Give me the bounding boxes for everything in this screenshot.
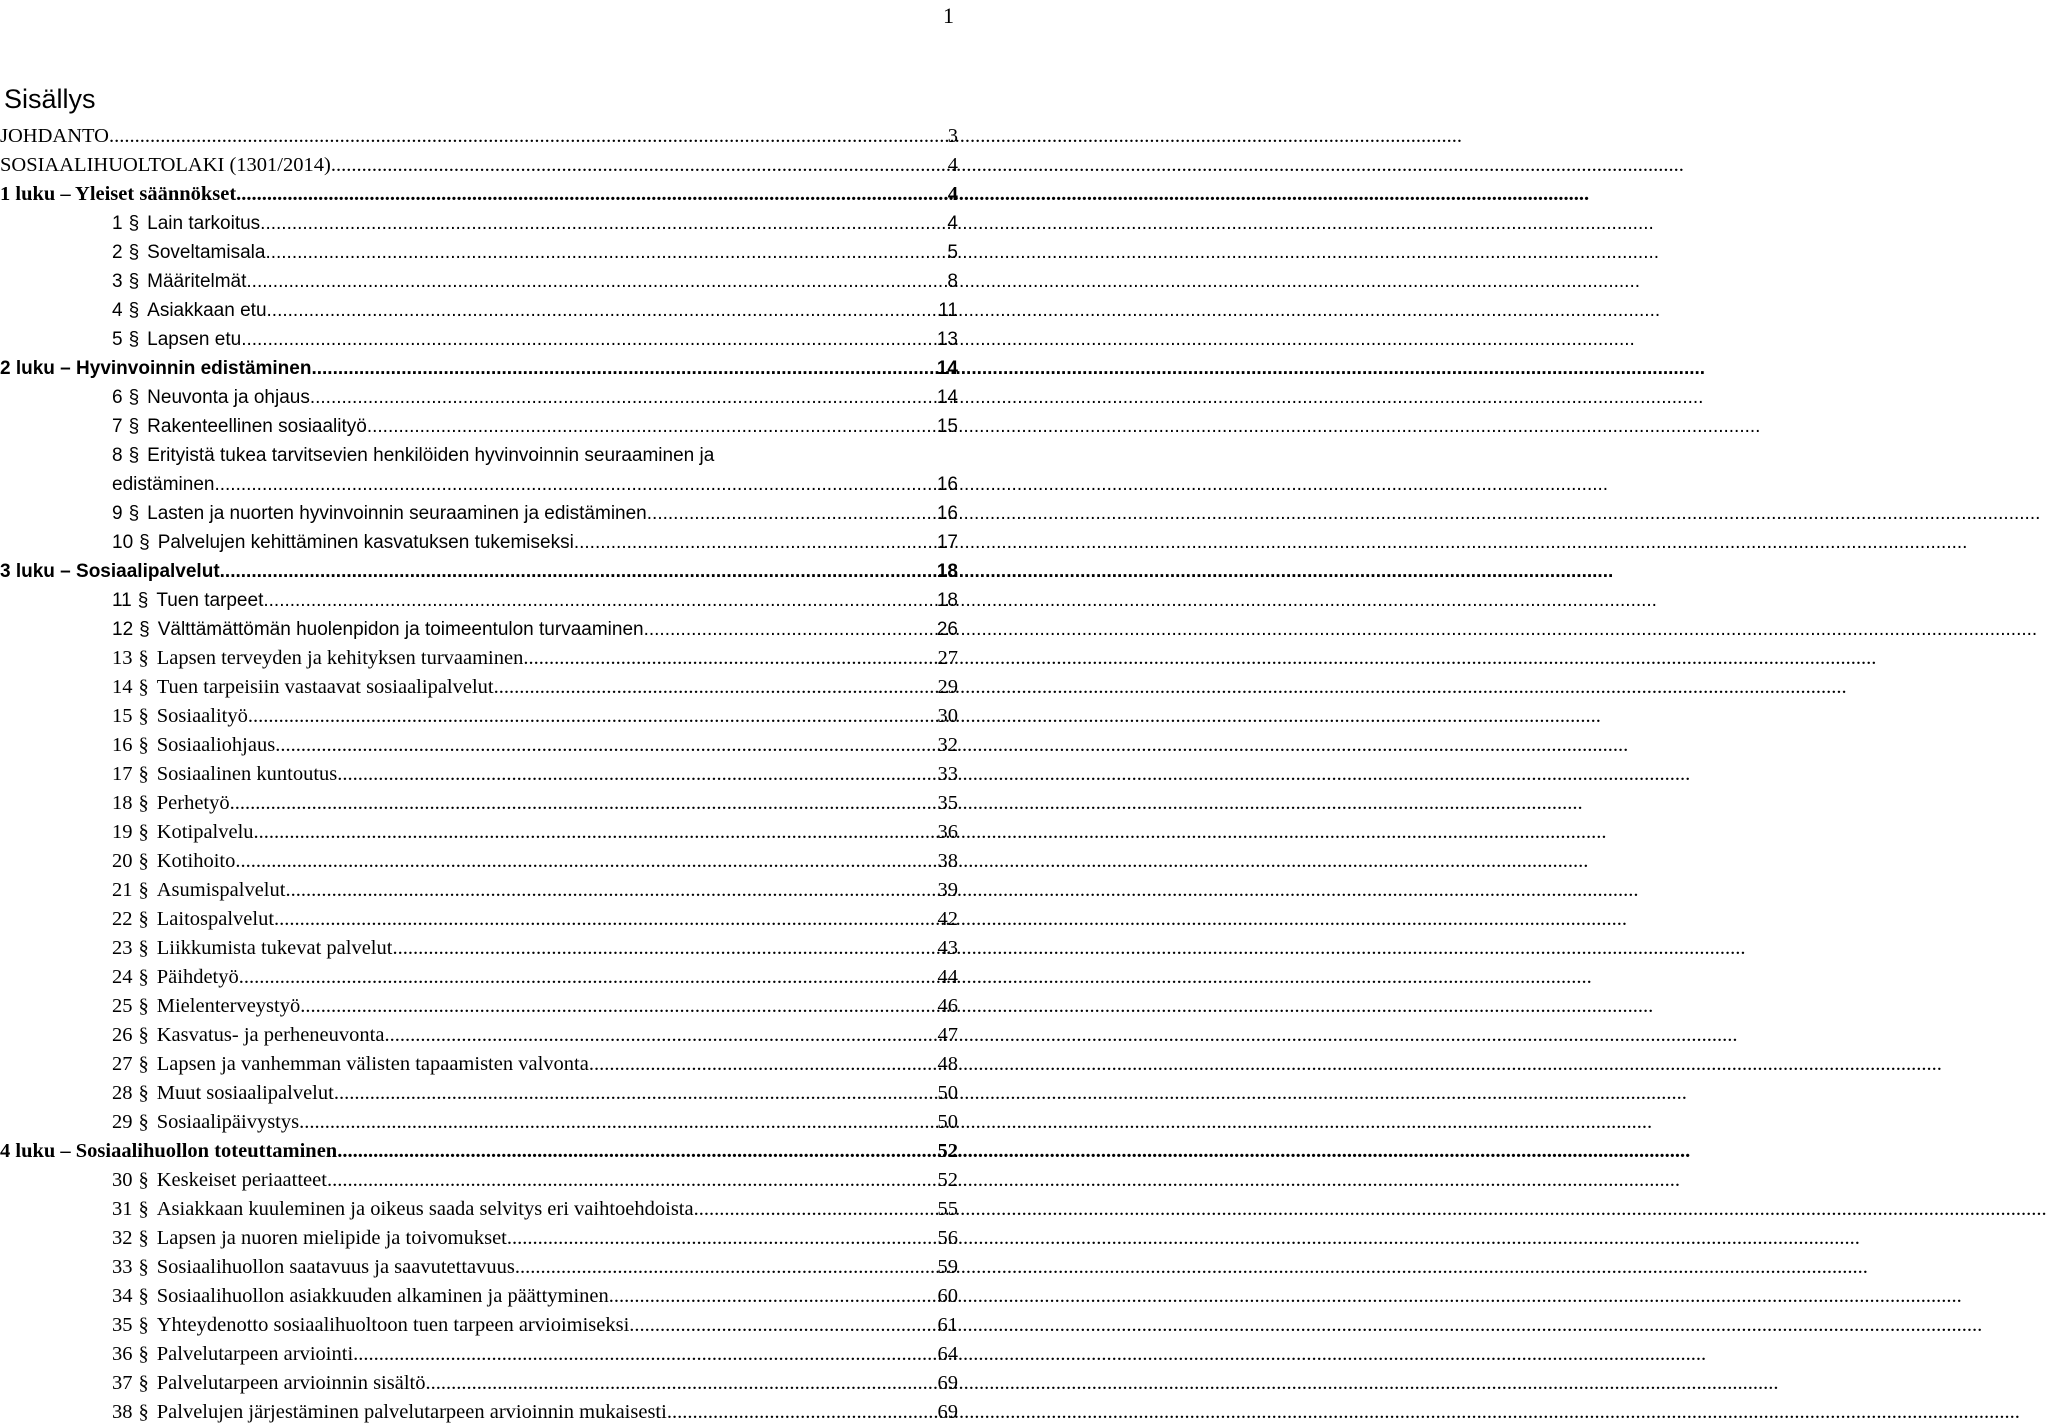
toc-section-entry[interactable] (0, 731, 958, 760)
section-number: 23 (112, 937, 133, 959)
dot-leader (265, 238, 947, 267)
section-title: Lapsen etu (147, 329, 242, 350)
toc-section-entry[interactable] (0, 1224, 958, 1253)
toc-entry-text (112, 1369, 425, 1398)
toc-section-entry[interactable] (0, 876, 958, 905)
toc-section-entry[interactable] (0, 905, 958, 934)
toc-section-entry[interactable] (0, 1079, 958, 1108)
toc-entry-text (112, 1021, 384, 1050)
toc-page-number: 4 (947, 154, 958, 176)
section-sign: § (128, 213, 140, 234)
section-sign: § (138, 1401, 149, 1423)
section-sign: § (128, 300, 140, 321)
dot-leader (392, 934, 937, 963)
section-title: Sosiaalipäivystys (156, 1111, 300, 1133)
toc-page-number: 39 (937, 879, 958, 901)
toc-section-entry[interactable] (0, 412, 958, 441)
toc-entry-text (112, 673, 494, 702)
dot-leader (235, 847, 937, 876)
toc-entry-text (112, 789, 230, 818)
section-title: Palvelutarpeen arviointi (156, 1343, 354, 1365)
section-number: 12 (112, 619, 134, 640)
dot-leader (589, 1050, 938, 1079)
section-title: Yhteydenotto sosiaalihuoltoon tuen tarpeen arvioimiseksi (156, 1314, 630, 1336)
toc-section-entry[interactable] (0, 1253, 958, 1282)
toc-page-number: 56 (937, 1227, 958, 1249)
toc-section-entry[interactable] (0, 238, 958, 267)
toc-entry-text: Erityistä tukea tarvitsevien henkilöiden hyvinvoinnin seuraaminen ja (147, 445, 715, 466)
dot-leader (644, 615, 937, 644)
toc-page-number: 3 (947, 125, 958, 147)
dot-leader (285, 876, 937, 905)
toc-section-entry[interactable] (0, 847, 958, 876)
toc-section-entry[interactable] (0, 963, 958, 992)
dot-leader (260, 209, 947, 238)
toc-entry-text: 1 luku – Yleiset säännökset (0, 183, 237, 205)
toc-entry-text (112, 992, 300, 1021)
toc-entry-line[interactable] (0, 441, 958, 470)
toc-page-number: 18 (936, 590, 958, 611)
section-number: 6 (112, 387, 123, 408)
section-title: Muut sosiaalipalvelut (156, 1082, 334, 1104)
section-title: Asiakkaan kuuleminen ja oikeus saada selvitys eri vaihtoehdoista (156, 1198, 694, 1220)
section-title: Lain tarkoitus (147, 213, 261, 234)
dot-leader (263, 586, 937, 615)
section-sign: § (138, 763, 149, 785)
section-number: 26 (112, 1024, 133, 1046)
dot-leader (299, 1108, 937, 1137)
section-number: 33 (112, 1256, 133, 1278)
section-sign: § (138, 1111, 149, 1133)
dot-leader (274, 905, 937, 934)
toc-section-entry[interactable] (0, 992, 958, 1021)
toc-page-number: 61 (937, 1314, 958, 1336)
section-title: Asiakkaan etu (147, 300, 267, 321)
section-number: 9 (112, 503, 123, 524)
dot-leader (248, 702, 938, 731)
dot-leader (109, 122, 948, 151)
toc-page-number: 11 (938, 300, 958, 321)
section-title: Tuen tarpeisiin vastaavat sosiaalipalvelut (156, 676, 494, 698)
section-title: Kotipalvelu (156, 821, 254, 843)
section-number: 20 (112, 850, 133, 872)
section-title: Sosiaalityö (156, 705, 248, 727)
section-sign: § (138, 705, 149, 727)
toc-entry-text (112, 963, 239, 992)
toc-page-number: 69 (937, 1401, 958, 1423)
section-sign: § (139, 532, 150, 553)
toc-entry-text (112, 760, 337, 789)
toc-section-entry[interactable] (0, 1340, 958, 1369)
section-sign: § (128, 242, 140, 263)
section-number: 10 (112, 532, 134, 553)
section-number: 16 (112, 734, 133, 756)
toc-section-entry[interactable] (0, 470, 958, 499)
toc-page-number: 64 (937, 1343, 958, 1365)
dot-leader (246, 267, 947, 296)
toc-page-number: 38 (937, 850, 958, 872)
toc-entry-text (112, 209, 260, 238)
dot-leader (236, 180, 948, 209)
section-sign: § (138, 1343, 149, 1365)
dot-leader (367, 412, 937, 441)
toc-page-number: 44 (937, 966, 958, 988)
toc-section-entry[interactable] (0, 934, 958, 963)
dot-leader (353, 1340, 937, 1369)
toc-section-entry[interactable] (0, 267, 958, 296)
section-sign: § (138, 937, 149, 959)
section-title: Välttämättömän huolenpidon ja toimeentulon turvaaminen (157, 619, 644, 640)
section-title: Keskeiset periaatteet (156, 1169, 327, 1191)
toc-section-entry[interactable] (0, 528, 958, 557)
section-title: Lapsen ja vanhemman välisten tapaamisten valvonta (156, 1053, 589, 1075)
section-title: Sosiaalihuollon saatavuus ja saavutettavuus (156, 1256, 515, 1278)
toc-chapter-entry[interactable] (0, 122, 958, 151)
toc-entry-text: JOHDANTO (0, 125, 109, 147)
toc-page-number: 14 (936, 358, 958, 379)
toc-entry-text (112, 1282, 609, 1311)
toc-section-entry[interactable] (0, 1050, 958, 1079)
section-number: 31 (112, 1198, 133, 1220)
section-number: 1 (112, 213, 123, 234)
section-sign: § (138, 821, 149, 843)
section-title: Sosiaalinen kuntoutus (156, 763, 338, 785)
section-sign: § (138, 908, 149, 930)
section-sign: § (138, 1285, 149, 1307)
toc-entry-text (112, 1253, 515, 1282)
toc-entry-text (112, 586, 263, 615)
section-number: 27 (112, 1053, 133, 1075)
dot-leader (300, 992, 937, 1021)
section-title: Lapsen terveyden ja kehityksen turvaaminen (156, 647, 524, 669)
dot-leader (667, 1398, 938, 1427)
toc-section-entry[interactable] (0, 325, 958, 354)
section-title: Lasten ja nuorten hyvinvoinnin seuraaminen ja edistäminen (147, 503, 647, 524)
dot-leader (515, 1253, 938, 1282)
section-title: Soveltamisala (147, 242, 266, 263)
section-number: 32 (112, 1227, 133, 1249)
toc-entry-text: SOSIAALIHUOLTOLAKI (1301/2014) (0, 154, 331, 176)
section-sign: § (138, 1169, 149, 1191)
toc-page-number: 55 (937, 1198, 958, 1220)
section-sign: § (138, 1256, 149, 1278)
toc-section-entry[interactable] (0, 1282, 958, 1311)
section-title: Sosiaaliohjaus (156, 734, 276, 756)
toc-section-entry[interactable] (0, 615, 958, 644)
section-sign: § (138, 966, 149, 988)
section-number: 30 (112, 1169, 133, 1191)
toc-section-entry[interactable] (0, 383, 958, 412)
toc-entry-text (112, 847, 235, 876)
dot-leader (239, 963, 938, 992)
toc-page-number: 15 (936, 416, 958, 437)
section-number: 2 (112, 242, 123, 263)
section-number: 28 (112, 1082, 133, 1104)
dot-leader (267, 296, 939, 325)
toc-section-entry[interactable] (0, 673, 958, 702)
section-sign: § (128, 329, 140, 350)
toc-title: Sisällys (4, 84, 96, 114)
section-sign: § (138, 1372, 149, 1394)
toc-page-number: 16 (936, 474, 958, 495)
toc-entry-text (112, 383, 310, 412)
section-sign: § (138, 647, 149, 669)
dot-leader (629, 1311, 937, 1340)
section-sign: § (128, 271, 140, 292)
toc-entry-text (112, 1050, 589, 1079)
toc-section-entry[interactable] (0, 1311, 958, 1340)
section-sign: § (138, 879, 149, 901)
section-number: 18 (112, 792, 133, 814)
section-number: 11 (112, 590, 132, 611)
section-number: 14 (112, 676, 133, 698)
section-title: Neuvonta ja ohjaus (147, 387, 310, 408)
dot-leader (275, 731, 937, 760)
section-title: Palvelujen järjestäminen palvelutarpeen arvioinnin mukaisesti (156, 1401, 667, 1423)
section-title: Palvelutarpeen arvioinnin sisältö (156, 1372, 426, 1394)
dot-leader (331, 151, 948, 180)
toc-chapter-entry[interactable] (0, 151, 958, 180)
section-sign: § (128, 445, 140, 466)
section-title: Päihdetyö (156, 966, 239, 988)
section-number: 36 (112, 1343, 133, 1365)
toc-entry-text (112, 296, 267, 325)
table-of-contents (0, 122, 958, 1427)
section-sign: § (139, 619, 150, 640)
toc-page-number: 4 (947, 213, 958, 234)
toc-page-number: 36 (937, 821, 958, 843)
section-number: 3 (112, 271, 123, 292)
toc-section-entry[interactable] (0, 760, 958, 789)
toc-entry-text (112, 731, 275, 760)
dot-leader (311, 354, 936, 383)
section-sign: § (137, 590, 149, 611)
toc-section-entry[interactable] (0, 1195, 958, 1224)
toc-entry-text (112, 1166, 327, 1195)
dot-leader (384, 1021, 937, 1050)
toc-entry-text (112, 1079, 334, 1108)
toc-entry-text (112, 1311, 629, 1340)
toc-page-number: 16 (936, 503, 958, 524)
toc-entry-text (112, 528, 574, 557)
section-number: 17 (112, 763, 133, 785)
section-number: 8 (112, 445, 123, 466)
toc-entry-text (112, 644, 523, 673)
toc-chapter-entry[interactable] (0, 180, 958, 209)
toc-section-entry[interactable] (0, 1108, 958, 1137)
dot-leader (327, 1166, 938, 1195)
toc-section-entry[interactable] (0, 586, 958, 615)
section-number: 22 (112, 908, 133, 930)
toc-section-entry[interactable] (0, 1021, 958, 1050)
toc-page-number: 26 (936, 619, 958, 640)
toc-entry-text (112, 615, 644, 644)
section-number: 4 (112, 300, 123, 321)
toc-entry-text (112, 1224, 507, 1253)
toc-page-number: 17 (936, 532, 958, 553)
section-title: Perhetyö (156, 792, 230, 814)
section-number: 25 (112, 995, 133, 1017)
toc-page-number: 35 (937, 792, 958, 814)
section-number: 19 (112, 821, 133, 843)
section-number: 24 (112, 966, 133, 988)
dot-leader (609, 1282, 938, 1311)
dot-leader (310, 383, 937, 412)
section-title: Sosiaalihuollon asiakkuuden alkaminen ja päättyminen (156, 1285, 609, 1307)
toc-page-number: 14 (936, 387, 958, 408)
section-number: 38 (112, 1401, 133, 1423)
toc-page-number: 42 (937, 908, 958, 930)
section-number: 5 (112, 329, 123, 350)
dot-leader (334, 1079, 938, 1108)
toc-page-number: 4 (947, 183, 958, 205)
section-number: 34 (112, 1285, 133, 1307)
toc-section-entry[interactable] (0, 209, 958, 238)
section-title: Kasvatus- ja perheneuvonta (156, 1024, 385, 1046)
toc-section-entry[interactable] (0, 789, 958, 818)
section-title: Rakenteellinen sosiaalityö (147, 416, 367, 437)
dot-leader (254, 818, 938, 847)
dot-leader (523, 644, 937, 673)
toc-page-number: 69 (937, 1372, 958, 1394)
toc-page-number: 43 (937, 937, 958, 959)
toc-page-number: 50 (937, 1111, 958, 1133)
toc-page-number: 32 (937, 734, 958, 756)
toc-entry-text (112, 325, 241, 354)
toc-entry-text (112, 905, 274, 934)
dot-leader (694, 1195, 938, 1224)
section-number: 21 (112, 879, 133, 901)
toc-page-number: 30 (937, 705, 958, 727)
section-sign: § (128, 387, 140, 408)
toc-page-number: 52 (937, 1140, 958, 1162)
toc-page-number: 48 (937, 1053, 958, 1075)
section-title: Lapsen ja nuoren mielipide ja toivomukset (156, 1227, 507, 1249)
toc-page-number: 13 (936, 329, 958, 350)
section-title: Kotihoito (156, 850, 236, 872)
section-number: 7 (112, 416, 123, 437)
section-sign: § (138, 1024, 149, 1046)
dot-leader (425, 1369, 937, 1398)
toc-page-number: 8 (947, 271, 958, 292)
toc-entry-text (112, 412, 367, 441)
section-title: Asumispalvelut (156, 879, 286, 901)
toc-section-entry[interactable] (0, 1398, 958, 1427)
toc-entry-text (112, 1108, 299, 1137)
dot-leader (214, 470, 936, 499)
section-sign: § (138, 734, 149, 756)
section-sign: § (138, 995, 149, 1017)
dot-leader (337, 1137, 937, 1166)
dot-leader (230, 789, 938, 818)
toc-entry-text: 4 luku – Sosiaalihuollon toteuttaminen (0, 1140, 338, 1162)
section-sign: § (128, 503, 140, 524)
dot-leader (647, 499, 937, 528)
dot-leader (220, 557, 937, 586)
toc-section-entry[interactable] (0, 499, 958, 528)
toc-page-number: 29 (937, 676, 958, 698)
toc-entry-text (112, 238, 265, 267)
section-sign: § (138, 792, 149, 814)
toc-entry-text (112, 876, 285, 905)
dot-leader (507, 1224, 938, 1253)
section-sign: § (128, 416, 140, 437)
section-number: 35 (112, 1314, 133, 1336)
toc-chapter-entry[interactable] (0, 354, 958, 383)
toc-entry-text (112, 1195, 694, 1224)
toc-page-number: 50 (937, 1082, 958, 1104)
toc-entry-text (112, 934, 392, 963)
toc-entry-text (112, 1340, 353, 1369)
toc-section-entry[interactable] (0, 1369, 958, 1398)
toc-entry-text (112, 499, 647, 528)
section-title: Palvelujen kehittäminen kasvatuksen tukemiseksi (157, 532, 574, 553)
toc-entry-text: 2 luku – Hyvinvoinnin edistäminen (0, 358, 312, 379)
section-title: Laitospalvelut (156, 908, 275, 930)
toc-section-entry[interactable] (0, 644, 958, 673)
section-sign: § (138, 1053, 149, 1075)
dot-leader (337, 760, 937, 789)
toc-chapter-entry[interactable] (0, 1137, 958, 1166)
section-title: Tuen tarpeet (156, 590, 264, 611)
toc-entry-text (112, 267, 246, 296)
section-number: 13 (112, 647, 133, 669)
toc-entry-text: 3 luku – Sosiaalipalvelut (0, 561, 220, 582)
toc-entry-text: edistäminen (112, 474, 215, 495)
toc-entry-text (112, 702, 248, 731)
section-title: Liikkumista tukevat palvelut (156, 937, 393, 959)
section-sign: § (138, 1082, 149, 1104)
toc-page-number: 5 (947, 242, 958, 263)
toc-page-number: 46 (937, 995, 958, 1017)
section-number: 29 (112, 1111, 133, 1133)
section-number: 15 (112, 705, 133, 727)
toc-page-number: 33 (937, 763, 958, 785)
section-title: Mielenterveystyö (156, 995, 301, 1017)
toc-entry-text (112, 818, 254, 847)
toc-entry-text (112, 1398, 667, 1427)
dot-leader (241, 325, 937, 354)
toc-chapter-entry[interactable] (0, 557, 958, 586)
toc-page-number: 52 (937, 1169, 958, 1191)
toc-section-entry[interactable] (0, 702, 958, 731)
toc-page-number: 59 (937, 1256, 958, 1278)
section-title: Määritelmät (147, 271, 247, 292)
page-number: 1 (943, 3, 954, 28)
toc-section-entry[interactable] (0, 1166, 958, 1195)
toc-section-entry[interactable] (0, 818, 958, 847)
section-sign: § (138, 850, 149, 872)
section-sign: § (138, 1227, 149, 1249)
section-sign: § (138, 1198, 149, 1220)
toc-page-number: 27 (937, 647, 958, 669)
toc-page-number: 47 (937, 1024, 958, 1046)
toc-page-number: 60 (937, 1285, 958, 1307)
dot-leader (574, 528, 937, 557)
section-number: 37 (112, 1372, 133, 1394)
dot-leader (494, 673, 938, 702)
toc-page-number: 18 (936, 561, 958, 582)
section-sign: § (138, 1314, 149, 1336)
section-sign: § (138, 676, 149, 698)
toc-section-entry[interactable] (0, 296, 958, 325)
